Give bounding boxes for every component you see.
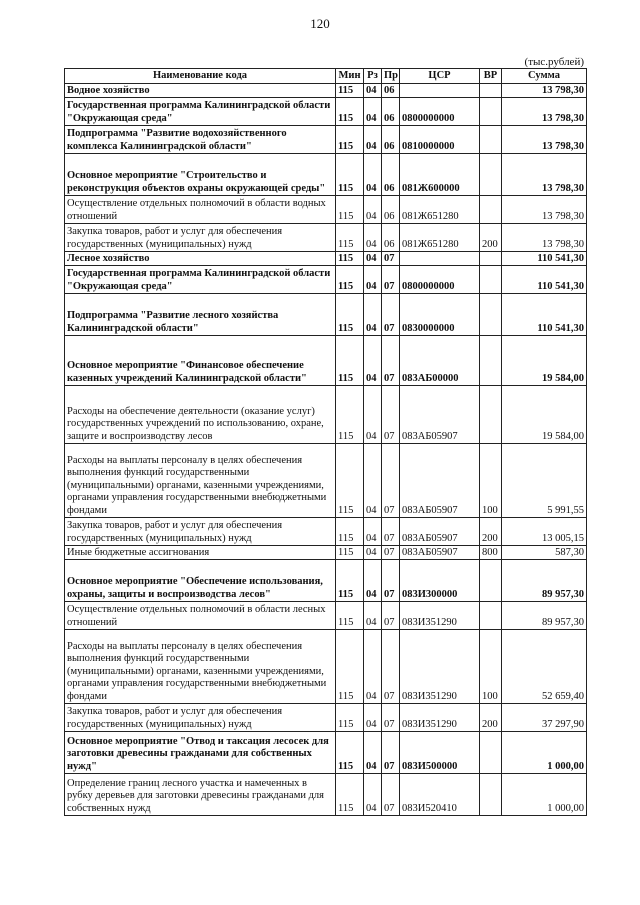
header-min: Мин [336,69,364,84]
header-csr: ЦСР [400,69,480,84]
cell-pr: 06 [382,126,400,154]
cell-sum: 110 541,30 [502,294,587,336]
table-header-row [65,69,587,84]
cell-rz: 04 [364,630,382,704]
cell-sum: 13 798,30 [502,196,587,224]
cell-vr: 200 [480,224,502,252]
cell-csr: 083АБ00000 [400,336,480,386]
cell-sum: 19 584,00 [502,336,587,386]
cell-csr: 081Ж600000 [400,154,480,196]
cell-pr: 06 [382,196,400,224]
cell-name: Основное мероприятие "Строительство и реконструкция объектов охраны окружающей среды" [65,154,336,196]
cell-sum: 13 798,30 [502,154,587,196]
header-vr: ВР [480,69,502,84]
cell-pr: 07 [382,444,400,518]
budget-table [64,68,587,816]
cell-rz: 04 [364,444,382,518]
table-row [65,266,587,294]
header-rz: Рз [364,69,382,84]
cell-rz: 04 [364,518,382,546]
cell-pr: 06 [382,84,400,98]
cell-sum: 13 798,30 [502,98,587,126]
cell-vr [480,84,502,98]
cell-rz: 04 [364,84,382,98]
cell-pr: 07 [382,266,400,294]
cell-min: 115 [336,774,364,816]
cell-rz: 04 [364,294,382,336]
table-row [65,294,587,336]
cell-vr [480,98,502,126]
cell-vr: 100 [480,444,502,518]
cell-min: 115 [336,386,364,444]
table-row [65,444,587,518]
cell-csr: 0810000000 [400,126,480,154]
cell-pr: 07 [382,630,400,704]
cell-rz: 04 [364,774,382,816]
header-pr: Пр [382,69,400,84]
cell-pr: 07 [382,774,400,816]
cell-csr: 083И351290 [400,704,480,732]
cell-rz: 04 [364,196,382,224]
cell-rz: 04 [364,126,382,154]
cell-csr: 081Ж651280 [400,196,480,224]
cell-vr [480,774,502,816]
units-note: (тыс.рублей) [524,56,584,68]
cell-rz: 04 [364,224,382,252]
cell-min: 115 [336,704,364,732]
cell-vr [480,732,502,774]
cell-name: Основное мероприятие "Финансовое обеспечение казенных учреждений Калининградской области" [65,336,336,386]
cell-min: 115 [336,732,364,774]
cell-csr: 083АБ05907 [400,444,480,518]
cell-pr: 07 [382,252,400,266]
cell-vr [480,294,502,336]
cell-sum: 13 798,30 [502,224,587,252]
cell-name: Определение границ лесного участка и намеченных в рубку деревьев для заготовки древесины гражданами для собственных нужд [65,774,336,816]
table-row [65,518,587,546]
cell-min: 115 [336,98,364,126]
table-row [65,84,587,98]
cell-csr: 0800000000 [400,98,480,126]
cell-min: 115 [336,294,364,336]
cell-rz: 04 [364,602,382,630]
cell-rz: 04 [364,336,382,386]
header-sum: Сумма [502,69,587,84]
cell-csr: 083И351290 [400,602,480,630]
cell-sum: 587,30 [502,546,587,560]
cell-min: 115 [336,196,364,224]
cell-vr: 100 [480,630,502,704]
cell-pr: 07 [382,294,400,336]
cell-name: Подпрограмма "Развитие лесного хозяйства Калининградской области" [65,294,336,336]
cell-name: Осуществление отдельных полномочий в области лесных отношений [65,602,336,630]
table-row [65,560,587,602]
cell-name: Подпрограмма "Развитие водохозяйственного комплекса Калининградской области" [65,126,336,154]
cell-min: 115 [336,126,364,154]
cell-sum: 52 659,40 [502,630,587,704]
cell-name: Иные бюджетные ассигнования [65,546,336,560]
table-row [65,98,587,126]
cell-name: Закупка товаров, работ и услуг для обеспечения государственных (муниципальных) нужд [65,224,336,252]
table-row [65,154,587,196]
cell-sum: 110 541,30 [502,252,587,266]
cell-sum: 37 297,90 [502,704,587,732]
cell-rz: 04 [364,266,382,294]
cell-vr: 800 [480,546,502,560]
page-number: 120 [310,16,330,31]
cell-min: 115 [336,154,364,196]
cell-vr: 200 [480,518,502,546]
table-row [65,336,587,386]
cell-pr: 07 [382,336,400,386]
cell-sum: 5 991,55 [502,444,587,518]
cell-pr: 07 [382,602,400,630]
cell-csr [400,84,480,98]
cell-csr: 0830000000 [400,294,480,336]
cell-min: 115 [336,630,364,704]
cell-csr: 083И520410 [400,774,480,816]
cell-name: Осуществление отдельных полномочий в области водных отношений [65,196,336,224]
cell-min: 115 [336,252,364,266]
cell-vr [480,560,502,602]
cell-name: Государственная программа Калининградской области "Окружающая среда" [65,98,336,126]
cell-vr [480,154,502,196]
cell-rz: 04 [364,546,382,560]
cell-name: Расходы на выплаты персоналу в целях обеспечения выполнения функций государственными (муниципальными) органами, казенными учреждениями, органами управления государственными внебюджетными фондами [65,444,336,518]
cell-min: 115 [336,518,364,546]
table-row [65,386,587,444]
cell-pr: 07 [382,704,400,732]
cell-csr: 081Ж651280 [400,224,480,252]
cell-name: Основное мероприятие "Отвод и таксация лесосек для заготовки древесины гражданами для собственных нужд" [65,732,336,774]
cell-sum: 1 000,00 [502,732,587,774]
cell-sum: 89 957,30 [502,602,587,630]
cell-min: 115 [336,546,364,560]
table-row [65,546,587,560]
cell-csr: 083И500000 [400,732,480,774]
cell-min: 115 [336,266,364,294]
table-row [65,732,587,774]
cell-name: Закупка товаров, работ и услуг для обеспечения государственных (муниципальных) нужд [65,518,336,546]
cell-pr: 07 [382,732,400,774]
cell-rz: 04 [364,732,382,774]
cell-vr [480,602,502,630]
table-row [65,224,587,252]
cell-name: Расходы на выплаты персоналу в целях обеспечения выполнения функций государственными (муниципальными) органами, казенными учреждениями, органами управления государственными внебюджетными фондами [65,630,336,704]
cell-sum: 13 798,30 [502,84,587,98]
cell-pr: 07 [382,560,400,602]
cell-min: 115 [336,602,364,630]
cell-rz: 04 [364,252,382,266]
cell-name: Водное хозяйство [65,84,336,98]
cell-pr: 07 [382,518,400,546]
cell-min: 115 [336,336,364,386]
table-row [65,630,587,704]
cell-name: Расходы на обеспечение деятельности (оказание услуг) государственных учреждений по использованию, охране, защите и воспроизводству лесов [65,386,336,444]
cell-rz: 04 [364,704,382,732]
cell-sum: 13 005,15 [502,518,587,546]
table-row [65,774,587,816]
cell-csr [400,252,480,266]
cell-pr: 06 [382,224,400,252]
cell-sum: 110 541,30 [502,266,587,294]
table-row [65,252,587,266]
table-row [65,196,587,224]
cell-pr: 06 [382,154,400,196]
cell-rz: 04 [364,154,382,196]
cell-csr: 083И351290 [400,630,480,704]
table-row [65,602,587,630]
cell-name: Лесное хозяйство [65,252,336,266]
cell-sum: 1 000,00 [502,774,587,816]
cell-name: Закупка товаров, работ и услуг для обеспечения государственных (муниципальных) нужд [65,704,336,732]
cell-csr: 083И300000 [400,560,480,602]
cell-rz: 04 [364,98,382,126]
cell-csr: 083АБ05907 [400,546,480,560]
cell-csr: 083АБ05907 [400,386,480,444]
cell-sum: 19 584,00 [502,386,587,444]
cell-name: Государственная программа Калининградской области "Окружающая среда" [65,266,336,294]
cell-min: 115 [336,224,364,252]
cell-csr: 0800000000 [400,266,480,294]
cell-min: 115 [336,84,364,98]
cell-rz: 04 [364,560,382,602]
cell-vr [480,252,502,266]
cell-min: 115 [336,560,364,602]
cell-pr: 06 [382,98,400,126]
table-row [65,704,587,732]
cell-rz: 04 [364,386,382,444]
header-name: Наименование кода [65,69,336,84]
cell-name: Основное мероприятие "Обеспечение использования, охраны, защиты и воспроизводства лесов" [65,560,336,602]
cell-sum: 13 798,30 [502,126,587,154]
cell-vr [480,336,502,386]
cell-sum: 89 957,30 [502,560,587,602]
cell-vr [480,126,502,154]
table-row [65,126,587,154]
cell-pr: 07 [382,386,400,444]
cell-pr: 07 [382,546,400,560]
cell-vr [480,386,502,444]
cell-csr: 083АБ05907 [400,518,480,546]
cell-vr [480,196,502,224]
cell-vr: 200 [480,704,502,732]
cell-min: 115 [336,444,364,518]
cell-vr [480,266,502,294]
